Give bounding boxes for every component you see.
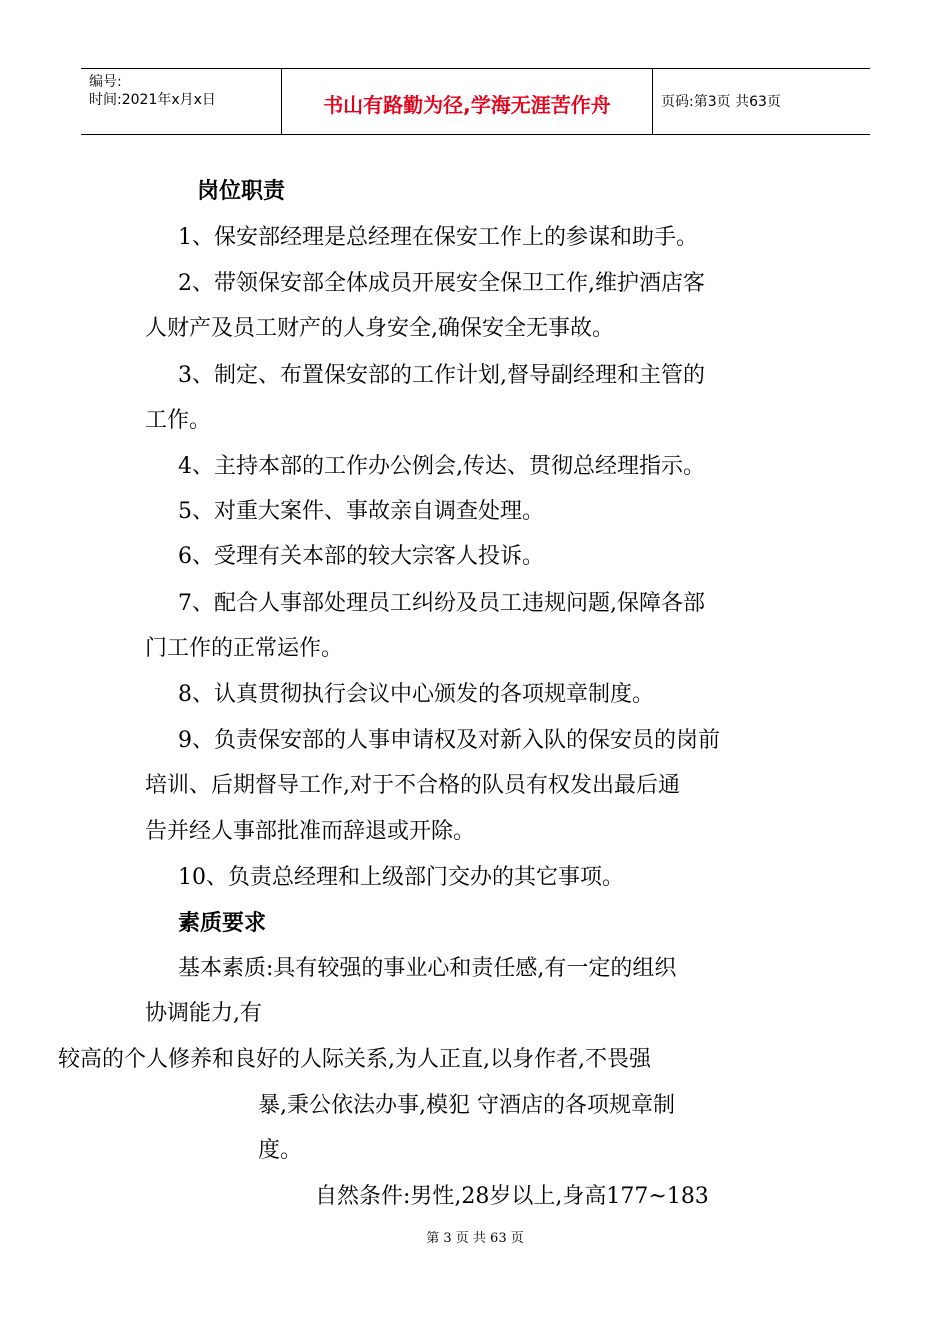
document-number-label: 编号: <box>89 74 122 90</box>
section-heading-quality: 素质要求 <box>178 911 267 936</box>
duty-line-10: 10、负责总经理和上级部门交办的其它事项。 <box>178 865 624 890</box>
quality-line-e: 度。 <box>258 1138 303 1163</box>
header-page-number: 页码:第3页 共63页 <box>661 94 781 110</box>
duty-line-8: 8、认真贯彻执行会议中心颁发的各项规章制度。 <box>178 682 654 707</box>
natural-conditions-line: 自然条件:男性,28岁以上,身高177~183 <box>315 1184 709 1209</box>
quality-line-d: 暴,秉公依法办事,模犯 守酒店的各项规章制 <box>258 1093 675 1118</box>
duty-line-4: 4、主持本部的工作办公例会,传达、贯彻总经理指示。 <box>178 454 705 479</box>
section-heading-duties: 岗位职责 <box>197 179 286 204</box>
duty-line-7a: 7、配合人事部处理员工纠纷及员工违规问题,保障各部 <box>178 591 705 616</box>
duty-line-2b: 人财产及员工财产的人身安全,确保安全无事故。 <box>145 316 614 341</box>
quality-line-c: 较高的个人修养和良好的人际关系,为人正直,以身作者,不畏强 <box>58 1047 651 1072</box>
duty-line-6: 6、受理有关本部的较大宗客人投诉。 <box>178 544 544 569</box>
duty-line-2a: 2、带领保安部全体成员开展安全保卫工作,维护酒店客 <box>178 271 705 296</box>
duty-line-9b: 培训、后期督导工作,对于不合格的队员有权发出最后通 <box>145 773 680 798</box>
page-footer: 第 3 页 共 63 页 <box>426 1231 524 1246</box>
duty-line-5: 5、对重大案件、事故亲自调查处理。 <box>178 499 544 524</box>
document-time-label: 时间:2021年x月x日 <box>89 92 216 108</box>
header-page-cell <box>653 69 870 134</box>
quality-line-b: 协调能力,有 <box>145 1001 262 1026</box>
document-header <box>81 68 870 135</box>
duty-line-1: 1、保安部经理是总经理在保安工作上的参谋和助手。 <box>178 225 698 250</box>
header-info-cell <box>81 69 282 134</box>
duty-line-9a: 9、负责保安部的人事申请权及对新入队的保安员的岗前 <box>178 728 720 753</box>
duty-line-3a: 3、制定、布置保安部的工作计划,督导副经理和主管的 <box>178 363 705 388</box>
header-motto-cell <box>282 69 653 134</box>
quality-line-a: 基本素质:具有较强的事业心和责任感,有一定的组织 <box>178 956 677 981</box>
duty-line-7b: 门工作的正常运作。 <box>145 636 344 661</box>
duty-line-3b: 工作。 <box>145 408 212 433</box>
header-motto: 书山有路勤为径,学海无涯苦作舟 <box>323 93 611 117</box>
duty-line-9c: 告并经人事部批准而辞退或开除。 <box>145 819 476 844</box>
